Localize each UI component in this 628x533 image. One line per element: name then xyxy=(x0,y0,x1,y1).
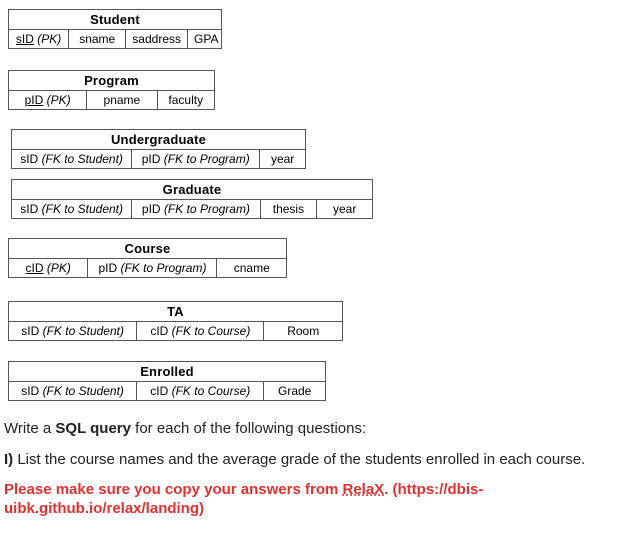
table-title: Course xyxy=(124,241,171,256)
column-pid-fk: pID (FK to Program) xyxy=(132,200,260,218)
copy-note: Please make sure you copy your answers from RelaX. (https://dbis- uibk.github.io/relax/landing) xyxy=(4,481,484,517)
table-title: Enrolled xyxy=(140,364,194,379)
column-sid: sID (PK) xyxy=(9,30,69,48)
column-pid: pID (PK) xyxy=(9,91,87,109)
student-table xyxy=(8,9,222,49)
question-item: I) List the course names and the average grade of the students enrolled in each course. xyxy=(4,451,586,468)
course-table xyxy=(8,238,287,278)
table-title: Undergraduate xyxy=(110,132,207,147)
ta-table xyxy=(8,301,343,341)
table-title: TA xyxy=(167,304,184,319)
column-cid-fk: cID (FK to Course) xyxy=(137,382,264,400)
relax-link[interactable]: RelaX xyxy=(342,481,385,498)
column-cid: cID (PK) xyxy=(9,259,88,277)
program-table xyxy=(8,70,215,110)
column-pname: pname xyxy=(87,91,157,109)
table-title: Graduate xyxy=(162,182,222,197)
column-grade: Grade xyxy=(277,384,312,398)
column-sid-fk: sID (FK to Student) xyxy=(9,382,137,400)
column-cid-fk: cID (FK to Course) xyxy=(137,322,264,340)
column-room: Room xyxy=(287,324,320,338)
column-year: year xyxy=(270,152,295,166)
column-sid-fk: sID (FK to Student) xyxy=(9,322,137,340)
column-saddress: saddress xyxy=(126,30,188,48)
undergraduate-table xyxy=(11,129,306,169)
table-title: Program xyxy=(84,73,139,88)
column-pid-fk: pID (FK to Program) xyxy=(88,259,217,277)
column-sid-fk: sID (FK to Student) xyxy=(12,150,132,168)
column-gpa: GPA xyxy=(194,32,219,46)
column-cname: cname xyxy=(233,261,270,275)
column-faculty: faculty xyxy=(168,93,204,107)
column-sid-fk: sID (FK to Student) xyxy=(12,200,132,218)
enrolled-table xyxy=(8,361,326,401)
question-intro: Write a SQL query for each of the following questions: xyxy=(4,420,367,437)
table-title: Student xyxy=(90,12,140,27)
column-sname: sname xyxy=(69,30,126,48)
column-thesis: thesis xyxy=(261,200,318,218)
graduate-table xyxy=(11,179,373,219)
column-pid-fk: pID (FK to Program) xyxy=(132,150,260,168)
column-year: year xyxy=(332,202,357,216)
